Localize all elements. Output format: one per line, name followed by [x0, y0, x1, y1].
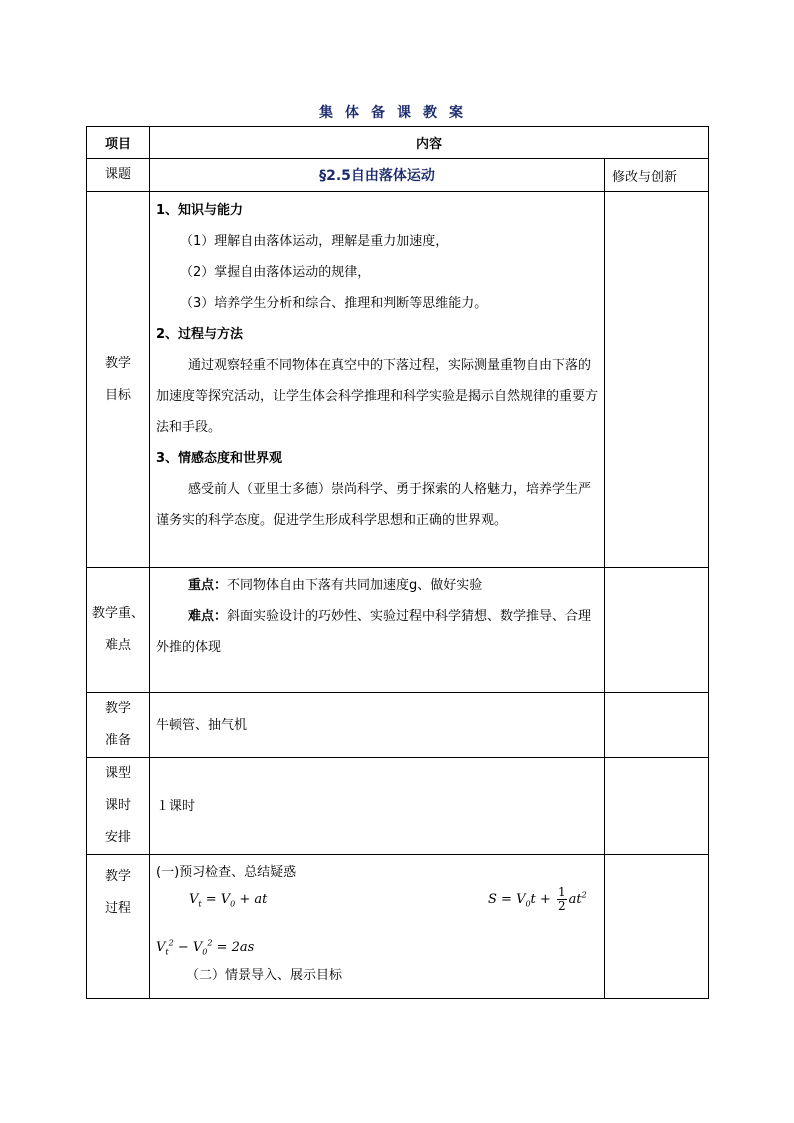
difficulty-text: 斜面实验设计的巧妙性、实验过程中科学猜想、数学推导、合理外推的体现: [156, 609, 592, 655]
objectives-notes: [605, 192, 709, 568]
process-row: [87, 855, 709, 999]
lesson-title-label: 课题: [87, 159, 150, 192]
objectives-label-line: 教学: [104, 355, 131, 371]
key-points-row: [87, 568, 709, 693]
section-heading: 1、知识与能力: [156, 203, 244, 218]
objectives-label-line: 目标: [104, 387, 131, 403]
objectives-content: [150, 192, 605, 568]
key-points-label-line: 难点: [104, 638, 131, 653]
document-title: 集体备课教案: [319, 105, 475, 121]
schedule-text: １课时: [156, 798, 196, 814]
focus-label: 重点：: [188, 578, 228, 593]
section-heading: 3、情感态度和世界观: [156, 451, 283, 466]
velocity-displacement-formula: $V_t^2 - V_0^2 = 2as$: [156, 939, 255, 957]
schedule-label-line: 课型: [104, 766, 131, 781]
lesson-title-row: [87, 159, 709, 192]
schedule-label-line: 安排: [104, 830, 131, 845]
objective-paragraph: 感受前人（亚里士多德）崇尚科学、勇于探索的人格魅力，培养学生严谨务实的科学态度。促进学生形成科学思想和正确的世界观。: [156, 482, 592, 528]
lesson-plan-table: [86, 126, 709, 999]
header-content: 内容: [150, 127, 709, 159]
preparation-row: [87, 693, 709, 758]
revision-column-label: 修改与创新: [605, 159, 709, 192]
preparation-label-line: 准备: [104, 733, 131, 748]
schedule-notes: [605, 758, 709, 855]
section-heading: 2、过程与方法: [156, 327, 244, 342]
process-content: [150, 855, 605, 999]
schedule-label: [87, 758, 150, 855]
preparation-notes: [605, 693, 709, 758]
process-label: [87, 855, 150, 999]
schedule-row: [87, 758, 709, 855]
focus-text: 不同物体自由下落有共同加速度g、做好实验: [227, 578, 483, 593]
difficulty-label: 难点：: [188, 609, 228, 624]
preparation-text: 牛顿管、抽气机: [156, 717, 248, 733]
velocity-formula: $V_t = V_0$ + at: [189, 892, 268, 909]
process-step: （二）情景导入、展示目标: [186, 968, 343, 983]
process-label-line: 教学: [104, 869, 131, 884]
preparation-label-line: 教学: [104, 701, 131, 716]
displacement-formula: $S = V_0t$ + $\frac{1}{2}$ $at^2$: [488, 885, 587, 913]
key-points-label-line: 教学重、: [91, 606, 144, 621]
process-label-line: 过程: [104, 901, 131, 916]
objectives-label: [87, 192, 150, 568]
key-points-notes: [605, 568, 709, 693]
objective-paragraph: 通过观察轻重不同物体在真空中的下落过程，实际测量重物自由下落的加速度等探究活动，让学生体会科学推理和科学实验是揭示自然规律的重要方法和手段。: [156, 358, 599, 435]
formula-row: [156, 885, 598, 928]
schedule-content: [150, 758, 605, 855]
objective-item: （1）理解自由落体运动，理解是重力加速度，: [180, 234, 449, 249]
objective-item: （2）掌握自由落体运动的规律，: [180, 265, 371, 280]
key-points-content: [150, 568, 605, 693]
header-item: 项目: [87, 127, 150, 159]
objectives-row: [87, 192, 709, 568]
formula-row: [156, 928, 598, 960]
lesson-title: §2.5自由落体运动: [150, 159, 605, 192]
schedule-label-line: 课时: [104, 798, 131, 813]
key-points-label: [87, 568, 150, 693]
focus-point: [156, 570, 598, 601]
process-step: (一)预习检查、总结疑惑: [156, 865, 297, 880]
table-header-row: [87, 127, 709, 159]
preparation-label: [87, 693, 150, 758]
process-notes: [605, 855, 709, 999]
preparation-content: [150, 693, 605, 758]
objective-item: （3）培养学生分析和综合、推理和判断等思维能力。: [180, 296, 488, 311]
difficulty-point: [156, 601, 598, 663]
